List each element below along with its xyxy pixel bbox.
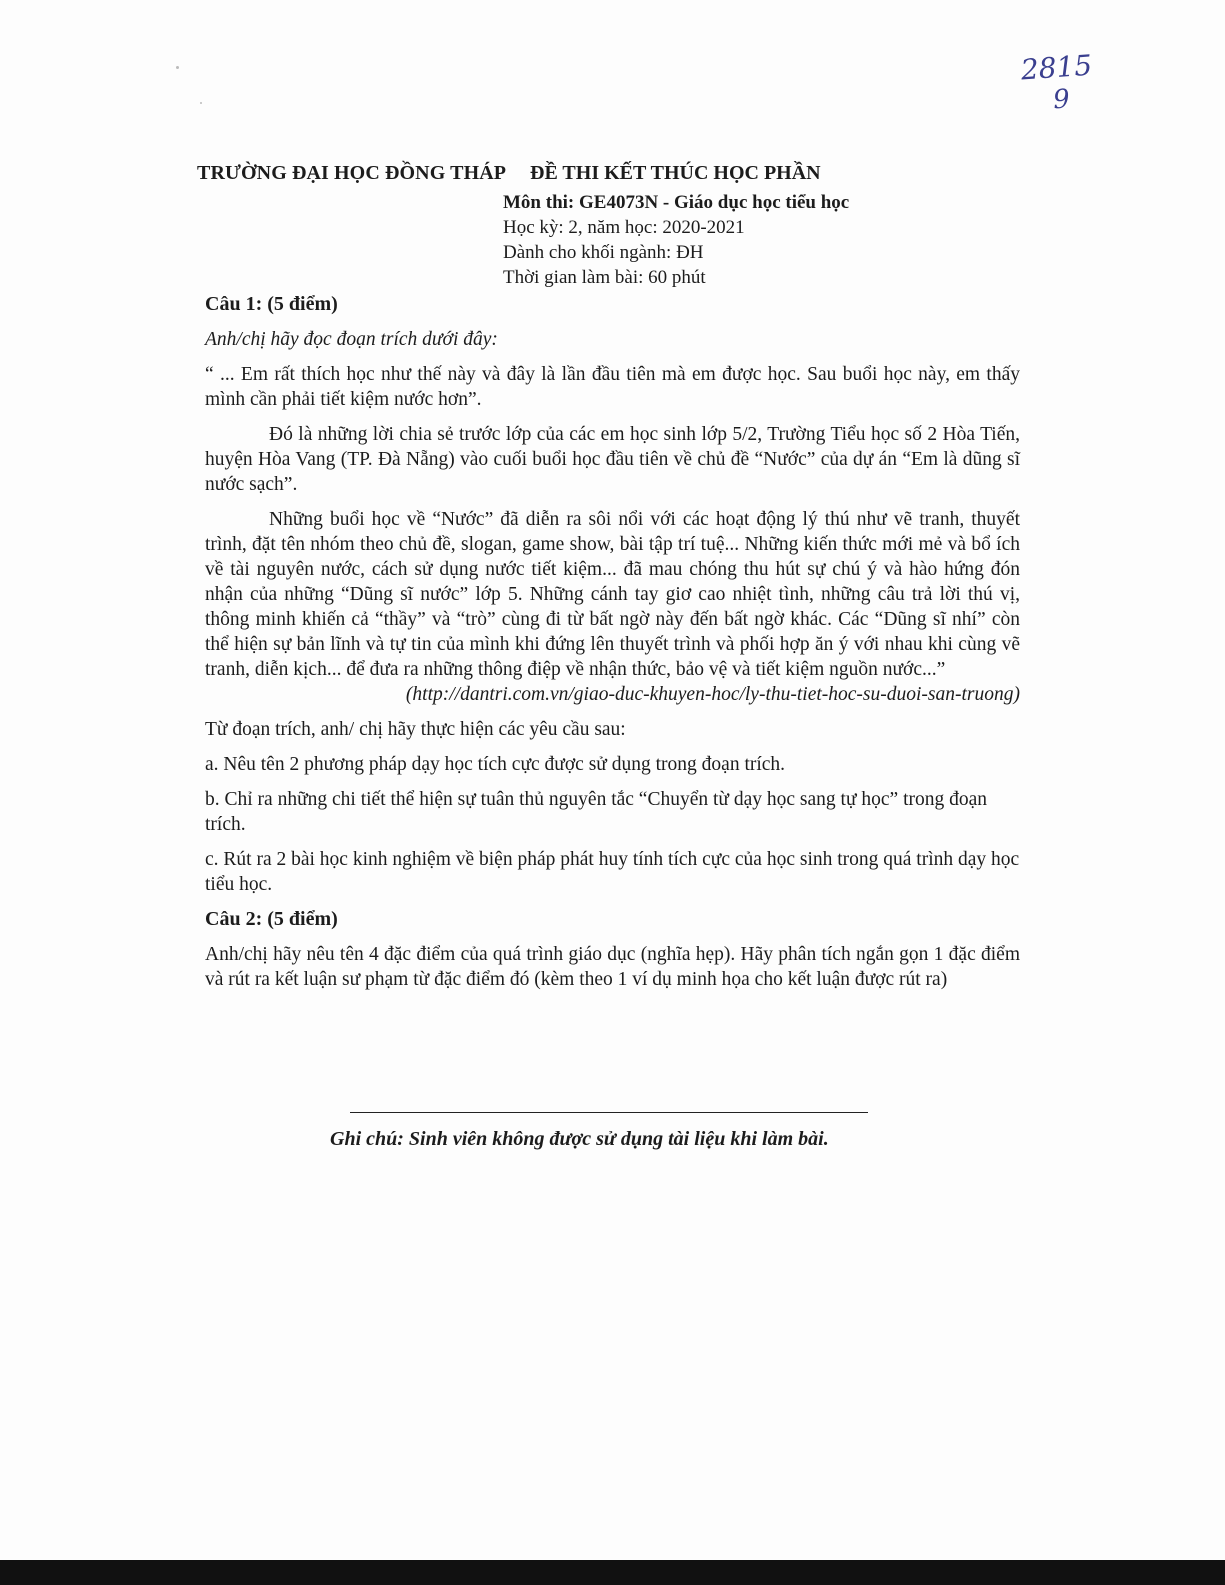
exam-info [503,190,849,290]
exam-title: ĐỀ THI KẾT THÚC HỌC PHẦN [530,162,821,184]
requirement-b: b. Chỉ ra những chi tiết thể hiện sự tuân thủ nguyên tắc “Chuyển từ dạy học sang tự học” trong đoạn trích. [205,789,988,835]
exam-subject: Môn thi: GE4073N - Giáo dục học tiểu học [503,192,850,213]
question1-title: Câu 1: (5 điểm) [205,293,338,315]
handwritten-note [1020,50,1096,119]
handwritten-note-line1: 2815 [1019,48,1094,87]
exam-target: Dành cho khối ngành: ĐH [503,242,704,263]
requirement-a: a. Nêu tên 2 phương pháp dạy học tích cực được sử dụng trong đoạn trích. [205,754,786,775]
exam-body [205,292,1020,992]
question2-title: Câu 2: (5 điểm) [205,908,338,930]
scan-speck [200,102,202,104]
footer-divider [350,1112,868,1113]
footer-note: Ghi chú: Sinh viên không được sử dụng tài liệu khi làm bài. [330,1128,829,1150]
university-name: TRƯỜNG ĐẠI HỌC ĐỒNG THÁP [197,162,507,184]
requirement-c: c. Rút ra 2 bài học kinh nghiệm về biện pháp phát huy tính tích cực của học sinh trong quá trình dạy học tiểu học. [205,849,1020,895]
question2-text: Anh/chị hãy nêu tên 4 đặc điểm của quá trình giáo dục (nghĩa hẹp). Hãy phân tích ngắn gọn 1 đặc điểm và rút ra kết luận sư phạm từ đặc điểm đó (kèm theo 1 ví dụ minh họa cho kết luận được rút ra) [205,944,1020,990]
question1-intro: Anh/chị hãy đọc đoạn trích dưới đây: [205,329,498,350]
exam-duration: Thời gian làm bài: 60 phút [503,267,706,288]
excerpt-quote: “ ... Em rất thích học như thế này và đây là lần đầu tiên mà em được học. Sau buổi học này, em thấy mình cần phải tiết kiệm nước hơn”. [205,364,1020,410]
scan-bottom-edge [0,1560,1225,1585]
requirements-intro: Từ đoạn trích, anh/ chị hãy thực hiện các yêu cầu sau: [205,719,626,740]
scan-speck [176,66,179,69]
excerpt-paragraph-1: Đó là những lời chia sẻ trước lớp của các em học sinh lớp 5/2, Trường Tiểu học số 2 Hòa Tiến, huyện Hòa Vang (TP. Đà Nẵng) vào cuối buổi học đầu tiên về chủ đề “Nước” của dự án “Em là dũng sĩ nước sạch”. [205,424,1020,495]
excerpt-paragraph-2: Những buổi học về “Nước” đã diễn ra sôi nổi với các hoạt động lý thú như vẽ tranh, thuyết trình, đặt tên nhóm theo chủ đề, slogan, game show, bài tập trí tuệ... Những kiến thức mới mẻ và bổ ích về tài nguyên nước, cách sử dụng nước tiết kiệm... đã mau chóng thu hút sự chú ý và hào hứng đón nhận của những “Dũng sĩ nước” lớp 5. Những cánh tay giơ cao nhiệt tình, những câu trả lời thú vị, thông minh khiến cả “thầy” và “trò” cùng đi từ bất ngờ này đến bất ngờ khác. Các “Dũng sĩ nhí” còn thể hiện sự bản lĩnh và tự tin của mình khi đứng lên thuyết trình và phối hợp ăn ý với nhau khi cùng vẽ tranh, diễn kịch... để đưa ra những thông điệp về nhận thức, bảo vệ và tiết kiệm nguồn nước...” [205,509,1020,680]
excerpt-source: (http://dantri.com.vn/giao-duc-khuyen-hoc/ly-thu-tiet-hoc-su-duoi-san-truong) [405,684,1020,705]
handwritten-note-line2: 9 [1052,84,1071,116]
exam-semester: Học kỳ: 2, năm học: 2020-2021 [503,217,745,238]
